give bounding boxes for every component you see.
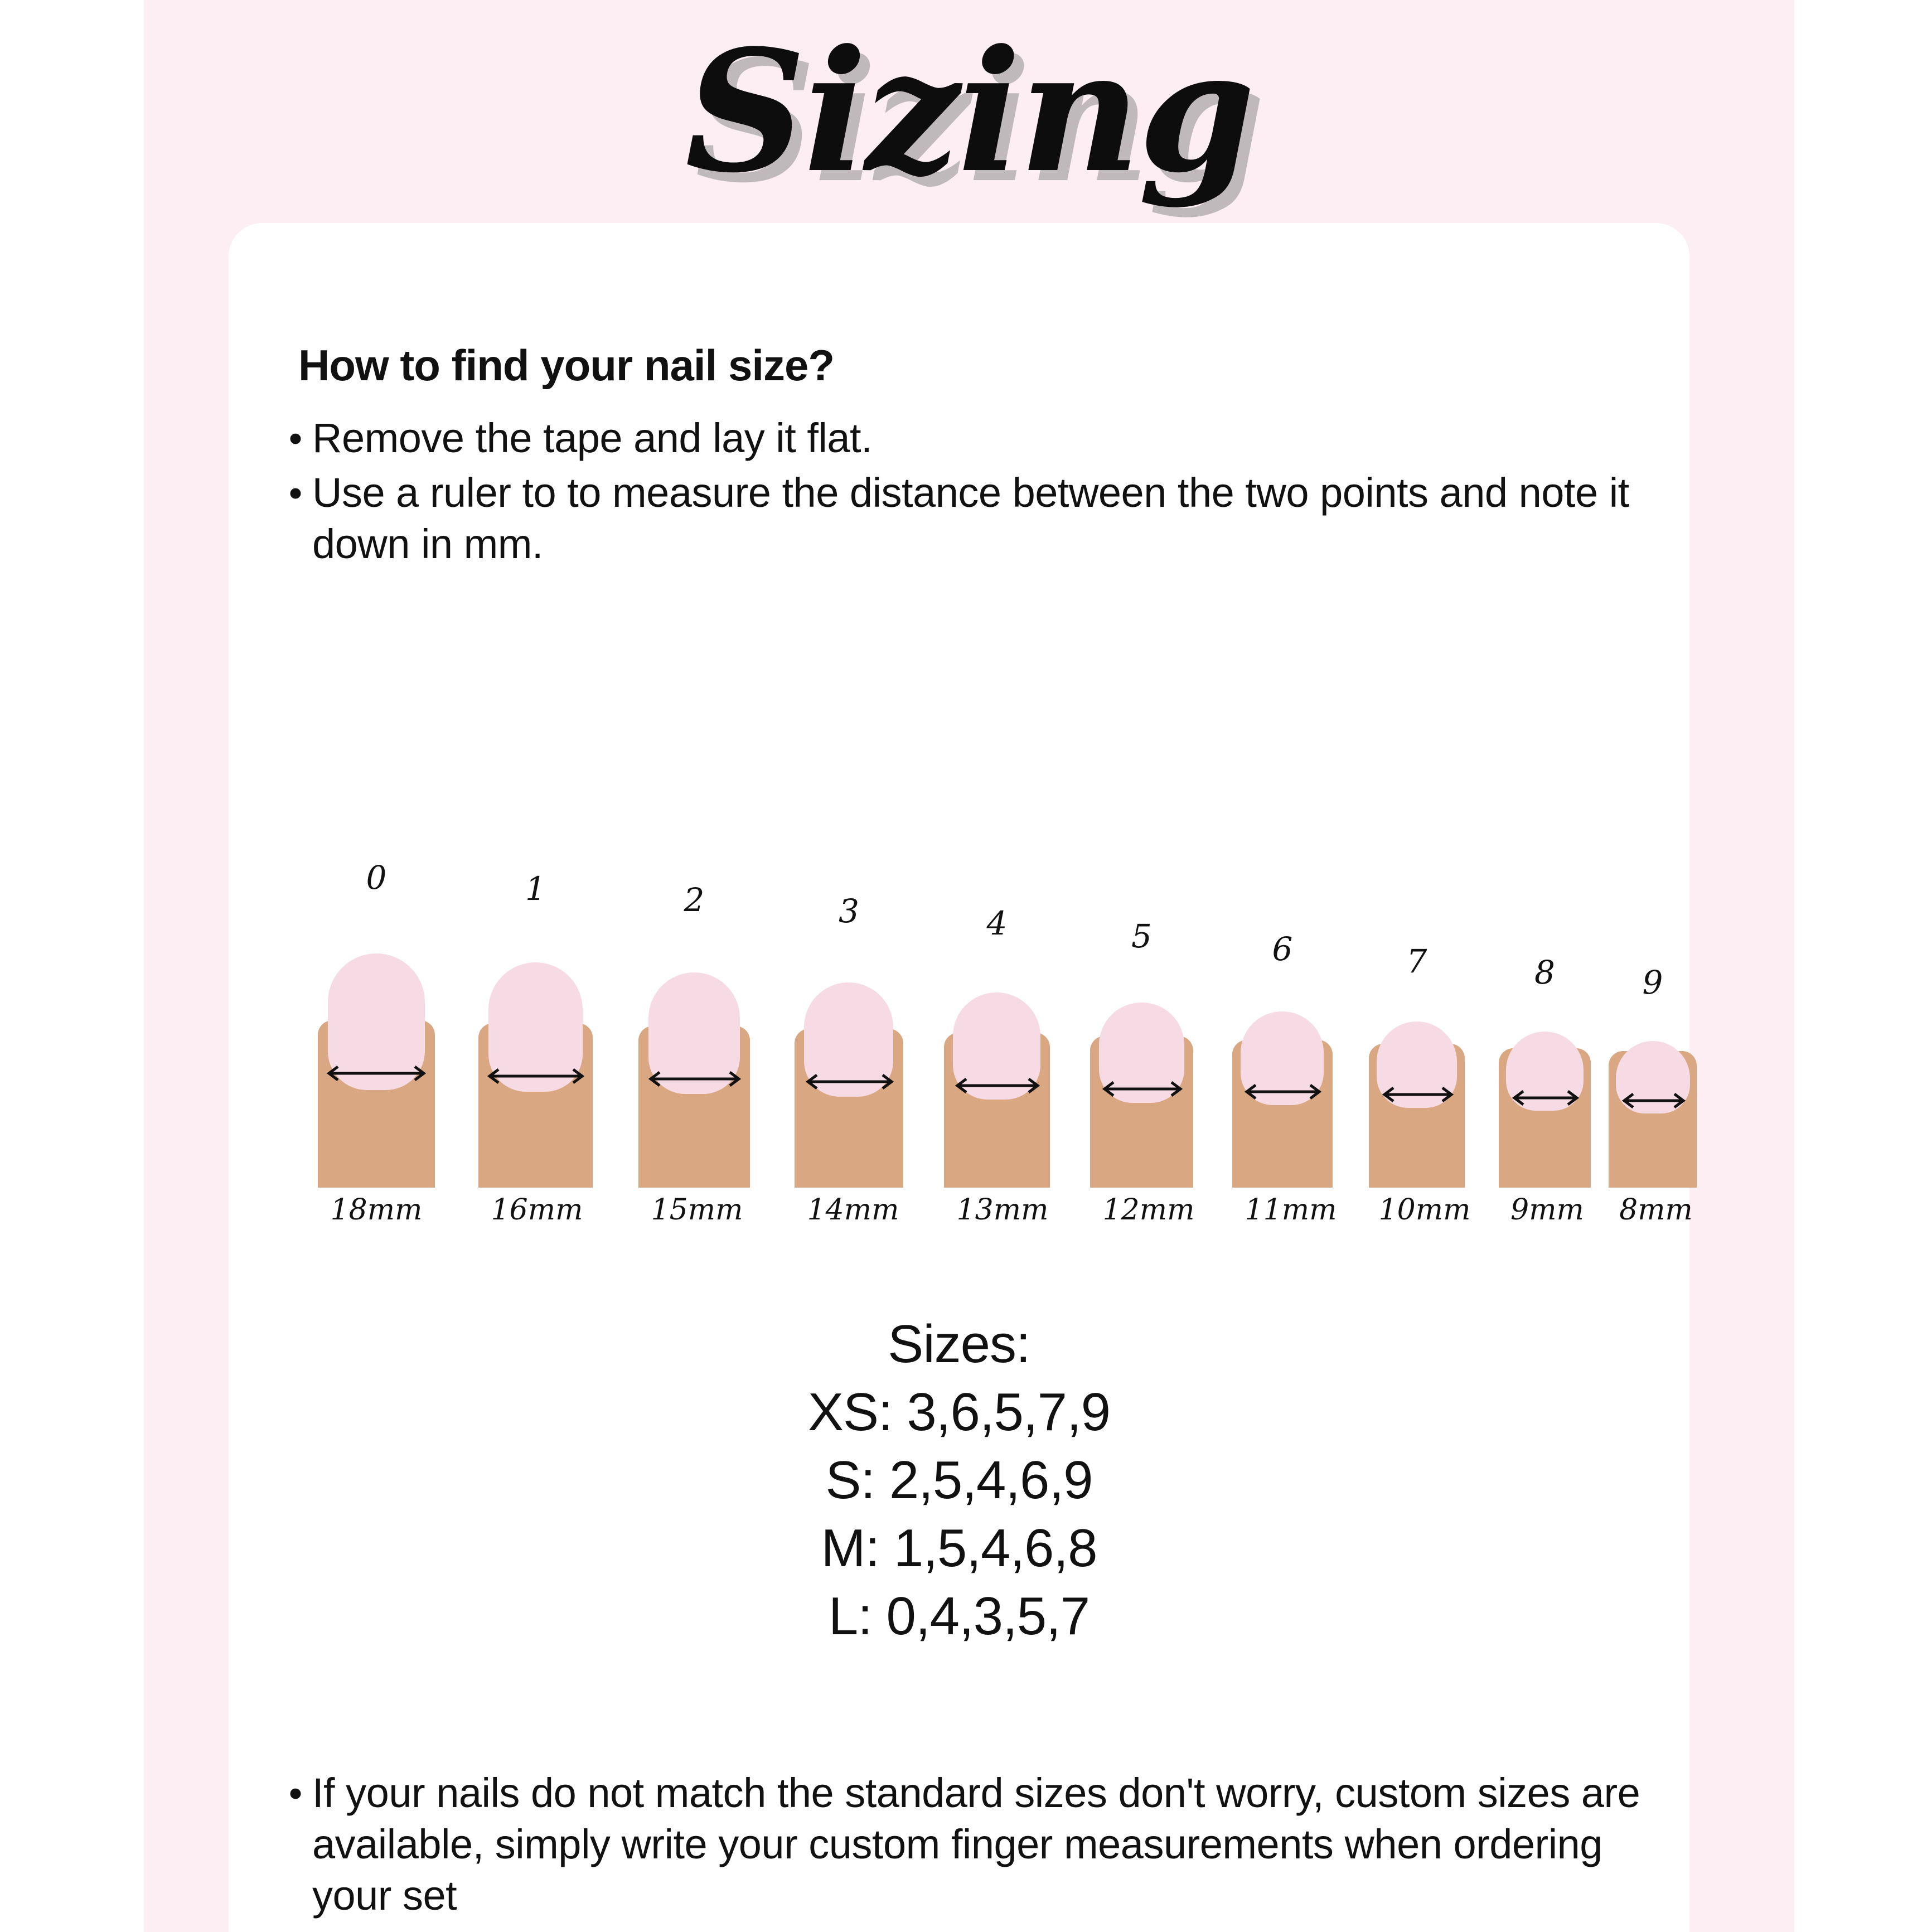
- nail-index-label: 2: [684, 881, 705, 919]
- list-item: [279, 413, 1662, 464]
- nail-figure-1: [478, 956, 593, 1188]
- measure-arrow-icon: [484, 1065, 588, 1087]
- nail-figure-2: [638, 967, 750, 1188]
- content-card: [229, 223, 1693, 1932]
- footnote-text: If your nails do not match the standard sizes don't worry, custom sizes are available, simply write your custom finger measurements when ordering your set: [312, 1770, 1640, 1919]
- size-row-m: M: 1,5,4,6,8: [821, 1518, 1097, 1578]
- measure-arrow-icon: [1241, 1081, 1325, 1103]
- bullet-dot-icon: •: [288, 1771, 303, 1815]
- nail-mm-label: 9mm: [1510, 1193, 1584, 1227]
- howto-heading: How to find your nail size?: [298, 341, 835, 390]
- nail-mm-label: 13mm: [956, 1193, 1049, 1227]
- page-title: Sizing: [685, 13, 1253, 210]
- instruction-text: Use a ruler to to measure the distance between the two points and note it down in mm.: [312, 469, 1629, 567]
- nail-figure-3: [795, 976, 903, 1188]
- nail-index-label: 9: [1642, 963, 1663, 1001]
- bullet-dot-icon: •: [288, 417, 303, 460]
- nail-mm-label: 18mm: [330, 1193, 423, 1227]
- size-row-s: S: 2,5,4,6,9: [825, 1450, 1093, 1510]
- nail-index-label: 5: [1131, 917, 1152, 955]
- footnote-list: [279, 1768, 1662, 1925]
- nail-index-label: 4: [986, 904, 1008, 942]
- instructions-list: [279, 413, 1662, 573]
- sizes-heading: Sizes:: [888, 1314, 1030, 1374]
- nail-figure-7: [1369, 1014, 1465, 1188]
- measure-arrow-icon: [1099, 1078, 1186, 1100]
- list-item: [279, 1768, 1662, 1921]
- measure-arrow-icon: [1509, 1087, 1582, 1109]
- nail-mm-label: 8mm: [1619, 1193, 1693, 1227]
- list-item: [279, 467, 1662, 570]
- size-row-xs: XS: 3,6,5,7,9: [807, 1382, 1111, 1442]
- nail-size-diagram: [229, 859, 1693, 1238]
- nail-mm-label: 11mm: [1245, 1193, 1337, 1227]
- nail-figure-9: [1609, 1032, 1697, 1188]
- measure-arrow-icon: [645, 1068, 744, 1090]
- nail-figure-8: [1499, 1023, 1591, 1188]
- measure-arrow-icon: [1379, 1083, 1457, 1106]
- nail-index-label: 6: [1272, 930, 1293, 968]
- nail-mm-label: 12mm: [1102, 1193, 1195, 1227]
- sizes-block: [229, 1310, 1689, 1650]
- measure-arrow-icon: [323, 1062, 429, 1084]
- size-row-l: L: 0,4,3,5,7: [828, 1586, 1090, 1646]
- nail-figure-5: [1090, 995, 1193, 1188]
- instruction-text: Remove the tape and lay it flat.: [312, 415, 873, 461]
- nail-index-label: 3: [839, 892, 859, 930]
- nail-mm-label: 16mm: [491, 1193, 583, 1227]
- nail-figure-0: [318, 948, 435, 1188]
- bullet-dot-icon: •: [288, 471, 303, 515]
- nail-figure-6: [1232, 1004, 1333, 1188]
- nail-index-label: 0: [366, 859, 387, 897]
- nail-index-label: 8: [1534, 953, 1555, 991]
- nail-mm-label: 14mm: [807, 1193, 899, 1227]
- nail-figure-4: [944, 986, 1050, 1188]
- measure-arrow-icon: [1619, 1090, 1689, 1112]
- nail-index-label: 1: [525, 870, 546, 908]
- measure-arrow-icon: [952, 1074, 1043, 1097]
- measure-arrow-icon: [802, 1071, 897, 1093]
- nail-index-label: 7: [1406, 942, 1427, 980]
- nail-mm-label: 10mm: [1378, 1193, 1471, 1227]
- nail-mm-label: 15mm: [651, 1193, 743, 1227]
